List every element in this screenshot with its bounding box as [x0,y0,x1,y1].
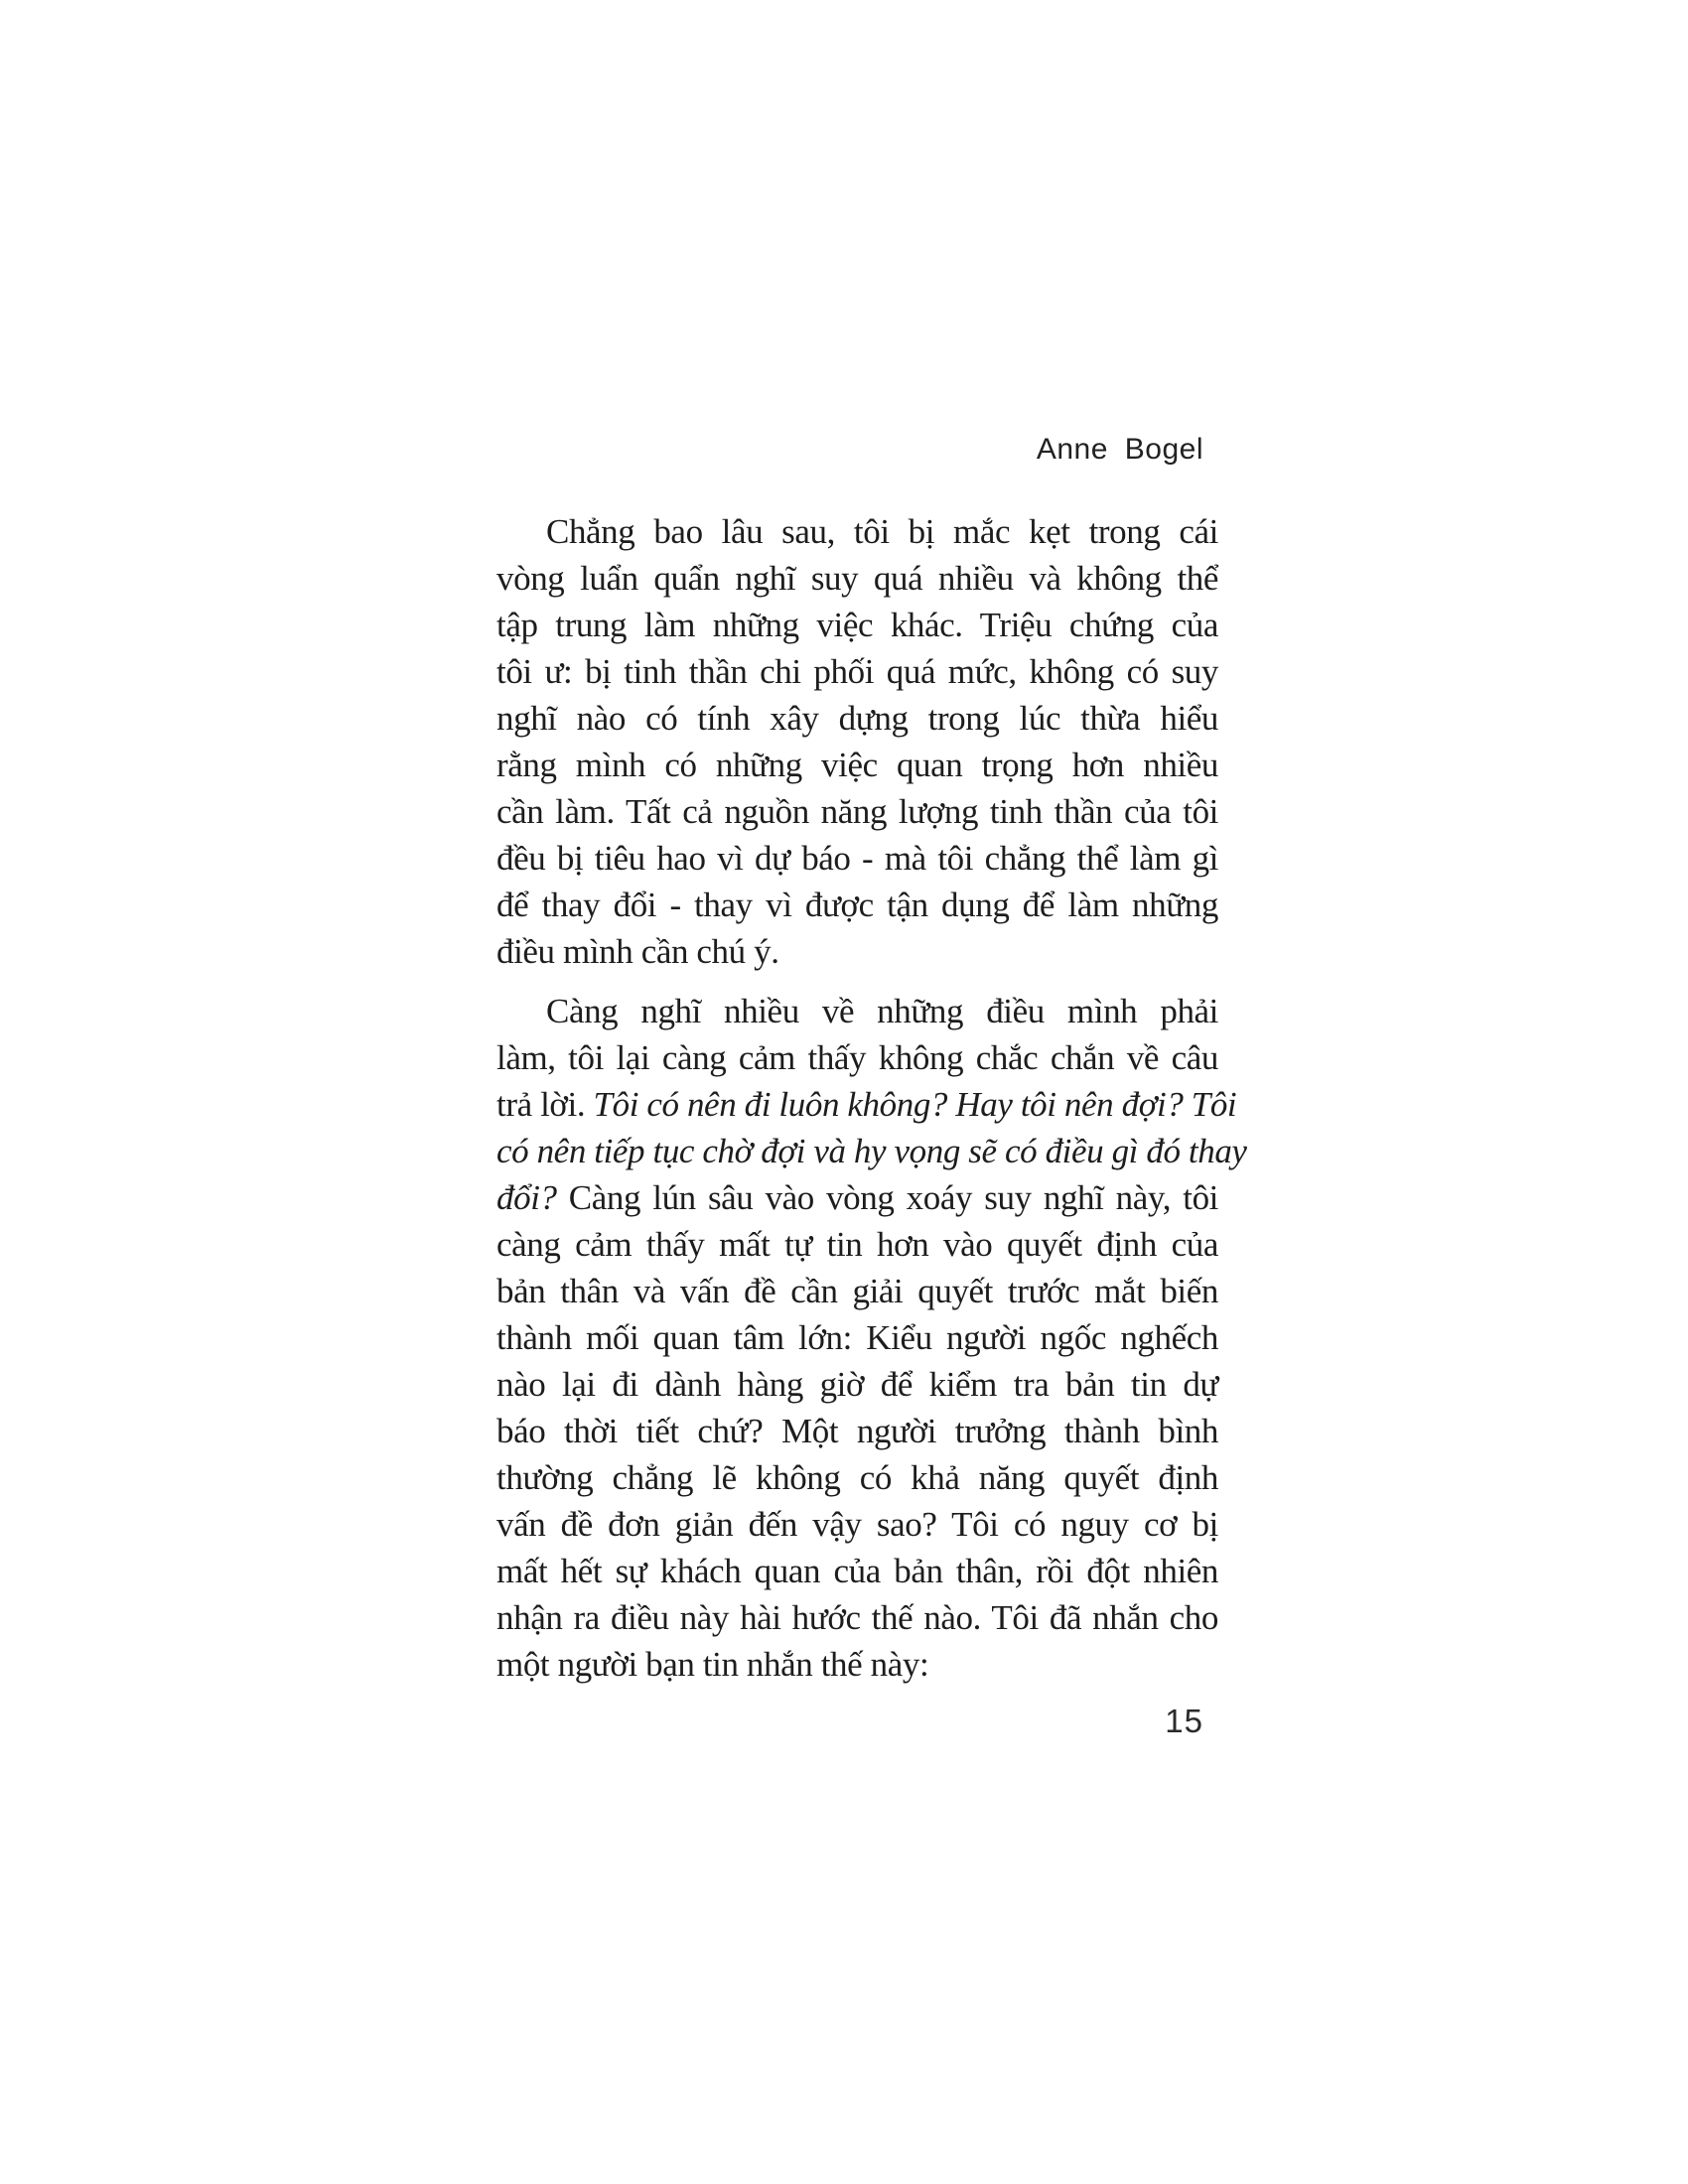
italic-run: Tôi có nên đi luôn không? Hay tôi nên đợi? Tôi [593,1085,1237,1124]
text-line [496,835,1218,882]
text-run: rằng mình có những việc quan trọng hơn nhiều [496,746,1218,784]
text-run: điều mình cần chú ý. [496,932,779,971]
text-run: tập trung làm những việc khác. Triệu chứng của [496,606,1218,644]
text-line [496,1268,1218,1314]
text-run: mất hết sự khách quan của bản thân, rồi đột nhiên [496,1552,1218,1590]
text-run: tôi ư: bị tinh thần chi phối quá mức, không có suy [496,652,1218,691]
italic-run: đổi? [496,1178,557,1217]
text-line [496,742,1218,788]
text-line [496,882,1218,928]
text-line [496,1174,1218,1221]
text-run: trả lời. [496,1085,594,1124]
text-line [496,1408,1218,1454]
text-run: vòng luẩn quẩn nghĩ suy quá nhiều và không thể [496,559,1218,598]
text-line [496,988,1218,1034]
text-line [496,555,1218,602]
running-header: Anne Bogel [1036,433,1203,466]
text-run: báo thời tiết chứ? Một người trưởng thành bình [496,1412,1218,1450]
text-run: bản thân và vấn đề cần giải quyết trước mắt biến [496,1272,1218,1310]
text-run: cần làm. Tất cả nguồn năng lượng tinh thần của tôi [496,792,1218,831]
text-run: nhận ra điều này hài hước thế nào. Tôi đã nhắn cho [496,1598,1218,1637]
text-run: vấn đề đơn giản đến vậy sao? Tôi có nguy cơ bị [496,1505,1218,1544]
text-run: thành mối quan tâm lớn: Kiểu người ngốc nghếch [496,1318,1218,1357]
text-line [496,1221,1218,1268]
body-text [496,508,1247,1688]
text-line [496,1641,1218,1688]
text-run: Càng lún sâu vào vòng xoáy suy nghĩ này, tôi [556,1178,1218,1217]
text-run: nghĩ nào có tính xây dựng trong lúc thừa hiểu [496,699,1218,738]
paragraph [496,508,1218,975]
text-line [496,1501,1218,1548]
text-line [496,508,1218,555]
text-run: thường chẳng lẽ không có khả năng quyết định [496,1458,1218,1497]
page-number: 15 [1165,1703,1203,1739]
text-run: càng cảm thấy mất tự tin hơn vào quyết định của [496,1225,1218,1264]
text-line [496,1548,1218,1594]
text-line [496,1361,1218,1408]
text-run: đều bị tiêu hao vì dự báo - mà tôi chẳng thể làm gì [496,839,1218,878]
text-run: nào lại đi dành hàng giờ để kiểm tra bản tin dự [496,1365,1218,1404]
text-line [496,1314,1218,1361]
italic-run: có nên tiếp tục chờ đợi và hy vọng sẽ có điều gì đó thay [496,1132,1247,1170]
text-line [496,1128,1247,1174]
text-run: để thay đổi - thay vì được tận dụng để làm những [496,886,1218,924]
text-line [496,1454,1218,1501]
text-run: Chẳng bao lâu sau, tôi bị mắc kẹt trong cái [546,512,1218,551]
text-line [496,1034,1218,1081]
text-run: một người bạn tin nhắn thế này: [496,1645,929,1684]
text-run: Càng nghĩ nhiều về những điều mình phải [546,992,1218,1030]
text-line [496,788,1218,835]
text-line [496,928,1218,975]
text-run: làm, tôi lại càng cảm thấy không chắc chắn về câu [496,1038,1218,1077]
text-line [496,1594,1218,1641]
text-line [496,602,1218,648]
text-line [496,695,1218,742]
text-line [496,648,1218,695]
text-line [496,1081,1237,1128]
paragraph [496,988,1247,1688]
